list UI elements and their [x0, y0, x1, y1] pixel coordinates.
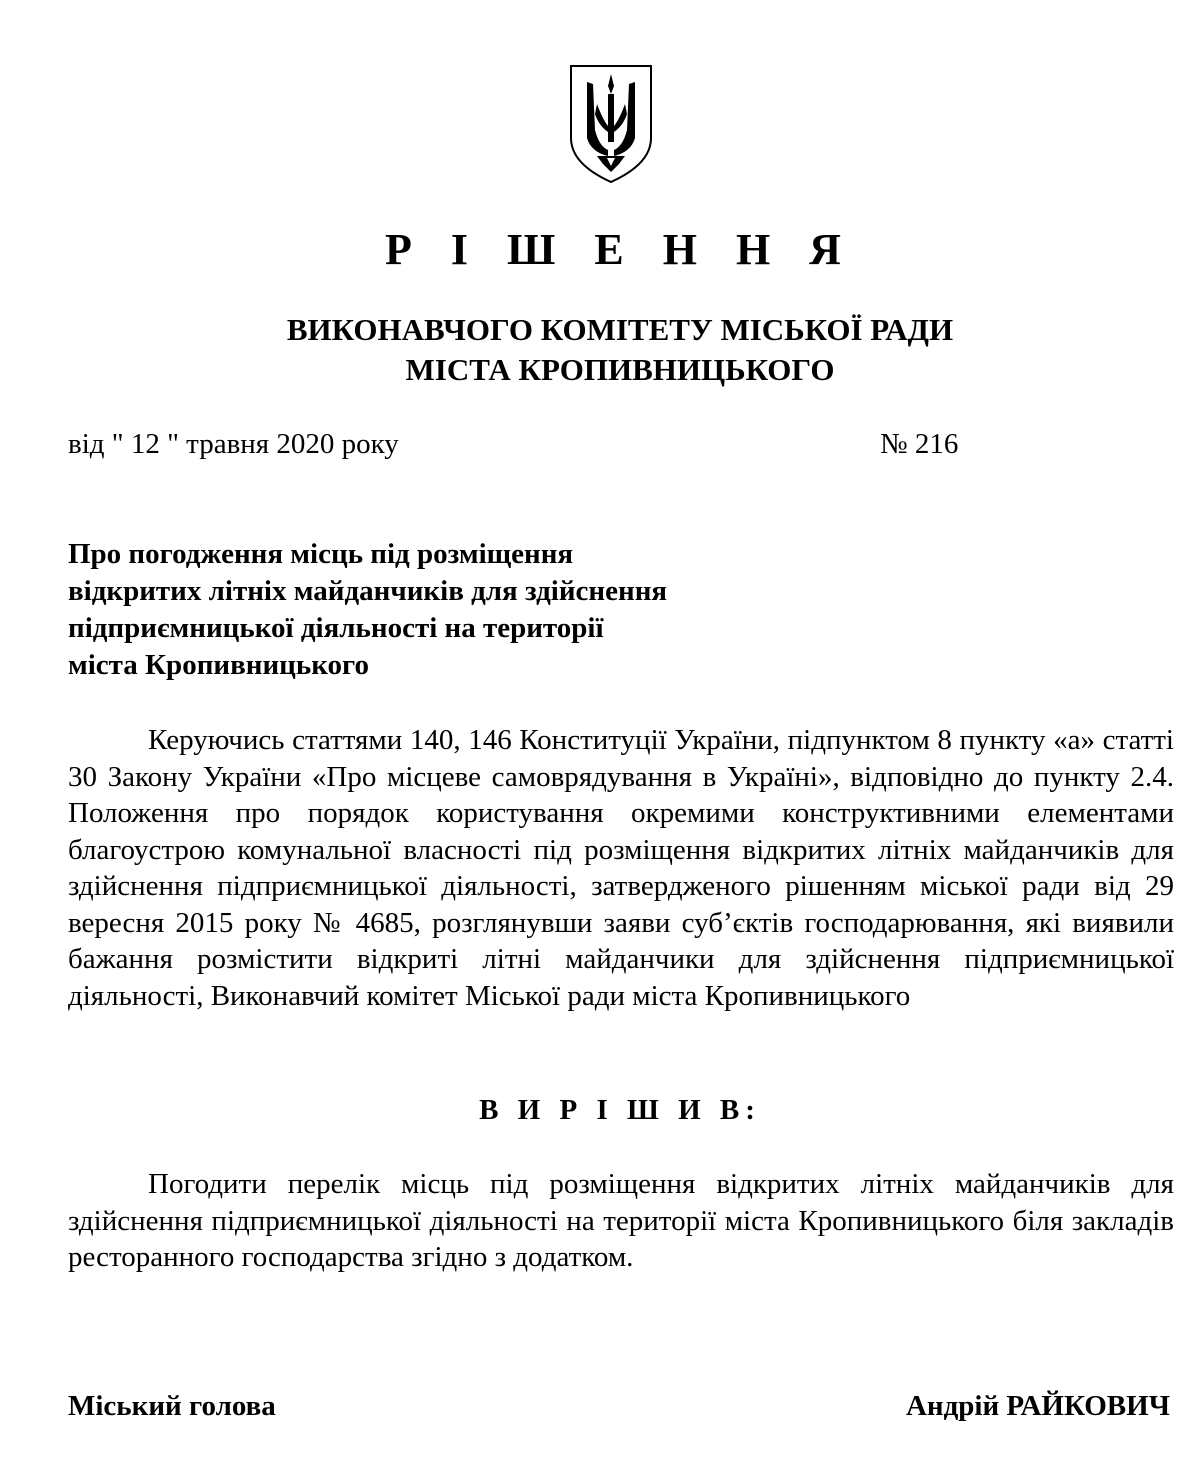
ukraine-trident-emblem-icon — [567, 60, 655, 186]
subject-line-2: відкритих літніх майданчиків для здійснення — [68, 575, 668, 607]
document-date: від " 12 " травня 2020 року — [68, 428, 399, 460]
preamble-paragraph: Керуючись статтями 140, 146 Конституції України, підпунктом 8 пункту «а» статті 30 Закону України «Про місцеве самоврядування в Україні», відповідно до пункту 2.4. Положення про порядок користування окремими конструктивними елементами благоустрою комунальної власності під розміщення відкритих літніх майданчиків для здійснення підприємницької діяльності, затвердженого рішенням міської ради від 29 вересня 2015 року № 4685, розглянувши заяви суб’єктів господарювання, які виявили бажання розмістити відкриті літні майданчики для здійснення підприємницької діяльності, Виконавчий комітет Міської ради міста Кропивницького — [68, 724, 1174, 1012]
document-title: Р І Ш Е Н Н Я — [385, 225, 855, 274]
signatory-position: Міський голова — [68, 1390, 276, 1422]
issuer-line-2: МІСТА КРОПИВНИЦЬКОГО — [405, 352, 835, 387]
decision-heading: В И Р І Ш И В: — [479, 1094, 761, 1126]
document-number: № 216 — [880, 428, 959, 460]
subject-line-1: Про погодження місць під розміщення — [68, 538, 574, 570]
signatory-name: Андрій РАЙКОВИЧ — [905, 1390, 1170, 1422]
document-subject — [68, 536, 788, 684]
issuer-name — [0, 310, 1200, 390]
issuer-line-1: ВИКОНАВЧОГО КОМІТЕТУ МІСЬКОЇ РАДИ — [286, 312, 954, 347]
subject-line-3: підприємницької діяльності на території — [68, 612, 604, 644]
subject-line-4: міста Кропивницького — [68, 649, 370, 681]
decision-paragraph: Погодити перелік місць під розміщення відкритих літніх майданчиків для здійснення підприємницької діяльності на території міста Кропивницького біля закладів ресторанного господарства згідно з додатком. — [68, 1168, 1174, 1273]
